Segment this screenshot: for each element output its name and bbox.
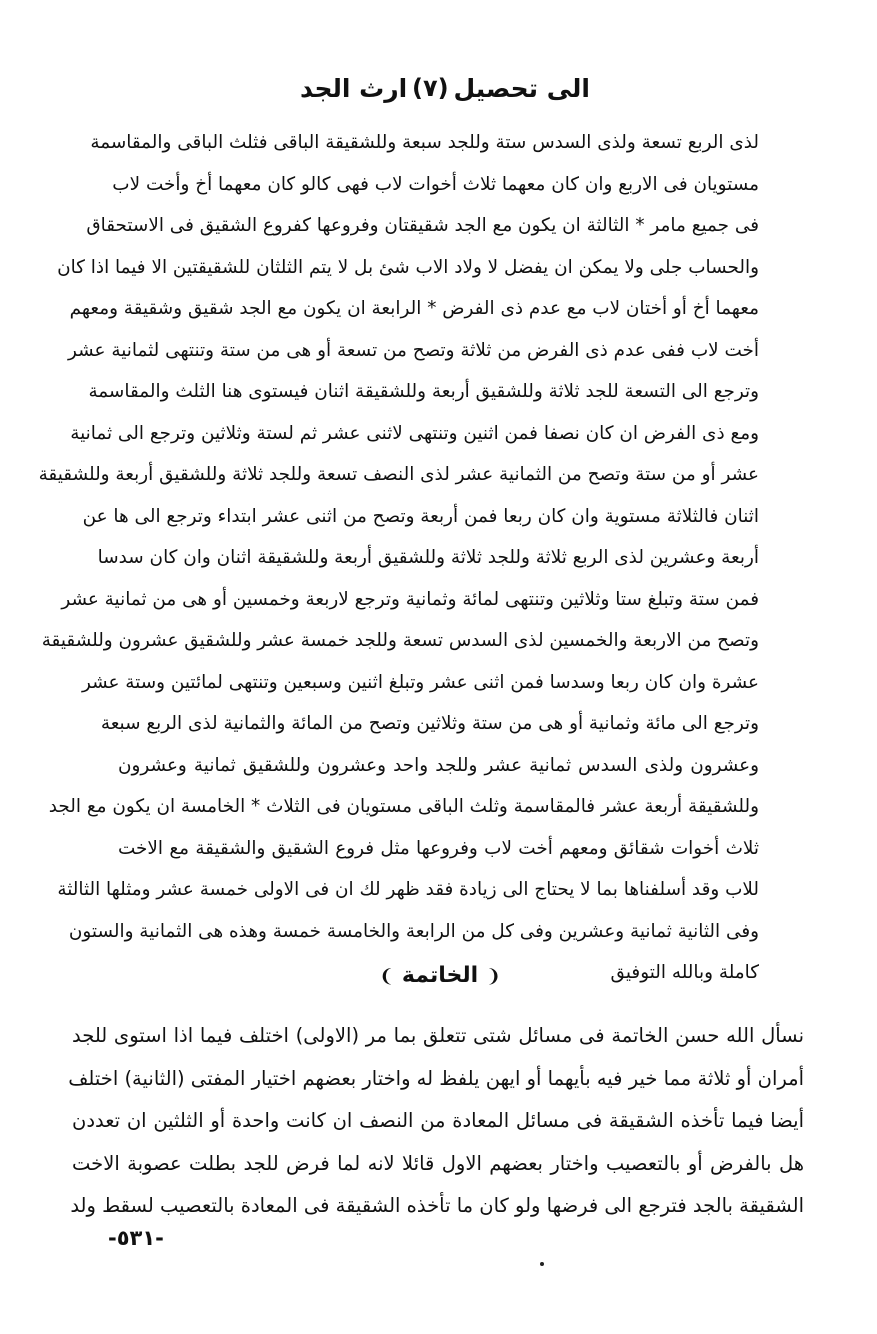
text-line: أيضا فيما تأخذه الشقيقة فى مسائل المعادة من النصف ان كانت واحدة أو الثلثين ان تعددن xyxy=(72,1109,804,1132)
text-line: وترجع الى مائة وثمانية أو هى من ستة وثلاثين وتصح من المائة والثمانية لذى الربع سبعة xyxy=(100,713,759,734)
text-line: وعشرون ولذى السدس ثمانية عشر وللجد واحد وعشرون وللشقيق ثمانية وعشرون xyxy=(118,754,759,776)
header-title: الى تحصيل xyxy=(453,73,590,103)
text-line: فى جميع مامر * الثالثة ان يكون مع الجد شقيقتان وفروعها كفروع الشقيق فى الاستحقاق xyxy=(86,215,759,236)
text-line: اثنان فالثلاثة مستوية وان كان ربعا فمن أربعة وتصح من اثنى عشر ابتداء وترجع الى ها عن xyxy=(82,505,759,527)
closing-paragraph xyxy=(68,1015,804,1228)
speck-mark xyxy=(540,1262,544,1266)
text-line: ثلاث أخوات شقائق ومعهم أخت لاب وفروعها مثل فروع الشقيق والشقيقة مع الاخت xyxy=(118,837,759,859)
page-header xyxy=(300,68,590,108)
text-line: وللشقيقة أربعة عشر فالمقاسمة وثلث الباقى مستويان فى الثلاث * الخامسة ان يكون مع الجد xyxy=(48,796,759,817)
section-heading xyxy=(330,956,550,996)
text-line: الشقيقة بالجد فترجع الى فرضها ولو كان ما تأخذه الشقيقة فى المعادة بالتعصيب لسقط ولد xyxy=(70,1194,804,1217)
ornament-icon: ❩ xyxy=(379,966,395,987)
text-line: معهما أخ أو أختان لاب مع عدم ذى الفرض * الرابعة ان يكون مع الجد شقيق وشقيقة ومعهم xyxy=(69,298,759,319)
text-line: وترجع الى التسعة للجد ثلاثة وللشقيق أربعة وللشقيقة اثنان فيستوى هنا الثلث والمقاسمة xyxy=(88,381,759,402)
text-line: نسأل الله حسن الخاتمة فى مسائل شتى تتعلق بما مر (الاولى) اختلف فيما اذا استوى للجد xyxy=(72,1024,804,1047)
text-line: وتصح من الاربعة والخمسين لذى السدس تسعة وللجد خمسة عشر وللشقيق عشرون وللشقيقة xyxy=(41,630,759,651)
text-line: عشرة وان كان ربعا وسدسا فمن اثنى عشر وتبلغ اثنين وسبعين وتنتهى لمائتين وستة عشر xyxy=(81,671,759,693)
text-line: لذى الربع تسعة ولذى السدس ستة وللجد سبعة وللشقيقة الباقى فثلث الباقى والمقاسمة xyxy=(90,132,759,153)
text-line: أمران أو ثلاثة مما خير فيه بأيهما أو ايهن يلفظ له واختار بعضهم اختيار المفتى (الثانية) اختلف xyxy=(68,1066,804,1090)
text-line: أربعة وعشرين لذى الربع ثلاثة وللجد ثلاثة وللشقيق أربعة وللشقيقة اثنان وان كان سدسا xyxy=(97,547,759,568)
text-line: مستويان فى الاربع وان كان معهما ثلاث أخوات لاب فهى كالو كان معهما أخ وأخت لاب xyxy=(112,173,759,195)
text-line: للاب وقد أسلفناها بما لا يحتاج الى زيادة فقد ظهر لك ان فى الاولى خمسة عشر ومثلها الثالثة xyxy=(57,879,759,900)
header-subject: ارث الجد xyxy=(300,73,408,103)
text-line: ومع ذى الفرض ان كان نصفا فمن اثنين وتنتهى لاثنى عشر ثم لستة وثلاثين وترجع الى ثمانية xyxy=(70,422,759,444)
section-title-text: الخاتمة xyxy=(401,963,479,988)
footer-page-number: -٥٣١- xyxy=(108,1226,164,1250)
text-line: أخت لاب ففى عدم ذى الفرض من ثلاثة وتصح من تسعة أو هى من ستة وتنتهى لثمانية عشر xyxy=(67,339,759,361)
ornament-icon: ❨ xyxy=(485,966,501,987)
text-line: وفى الثانية ثمانية وعشرين وفى كل من الرابعة والخامسة خمسة وهذه هى الثمانية والستون xyxy=(68,920,759,942)
text-line: عشر أو من ستة وتصح من الثمانية عشر لذى النصف تسعة وللجد ثلاثة وللشقيق أربعة وللشقيقة xyxy=(38,464,759,485)
header-page-number: (٧) xyxy=(412,74,449,102)
text-line: فمن ستة وتبلغ ستا وثلاثين وتنتهى لمائة وثمانية وترجع لاربعة وخمسين أو هى من ثمانية عشر xyxy=(61,588,759,610)
text-line: والحساب جلى ولا يمكن ان يفضل لا ولاد الاب شئ بل لا يتم الثلثان للشقيقتين الا فيما اذا كان xyxy=(57,256,759,278)
text-line: كاملة وبالله التوفيق xyxy=(610,962,759,983)
main-paragraph xyxy=(38,122,759,994)
text-line: هل بالفرض أو بالتعصيب واختار بعضهم الاول قائلا لانه لما فرض للجد بطلت عصوبة الاخت xyxy=(72,1151,804,1175)
